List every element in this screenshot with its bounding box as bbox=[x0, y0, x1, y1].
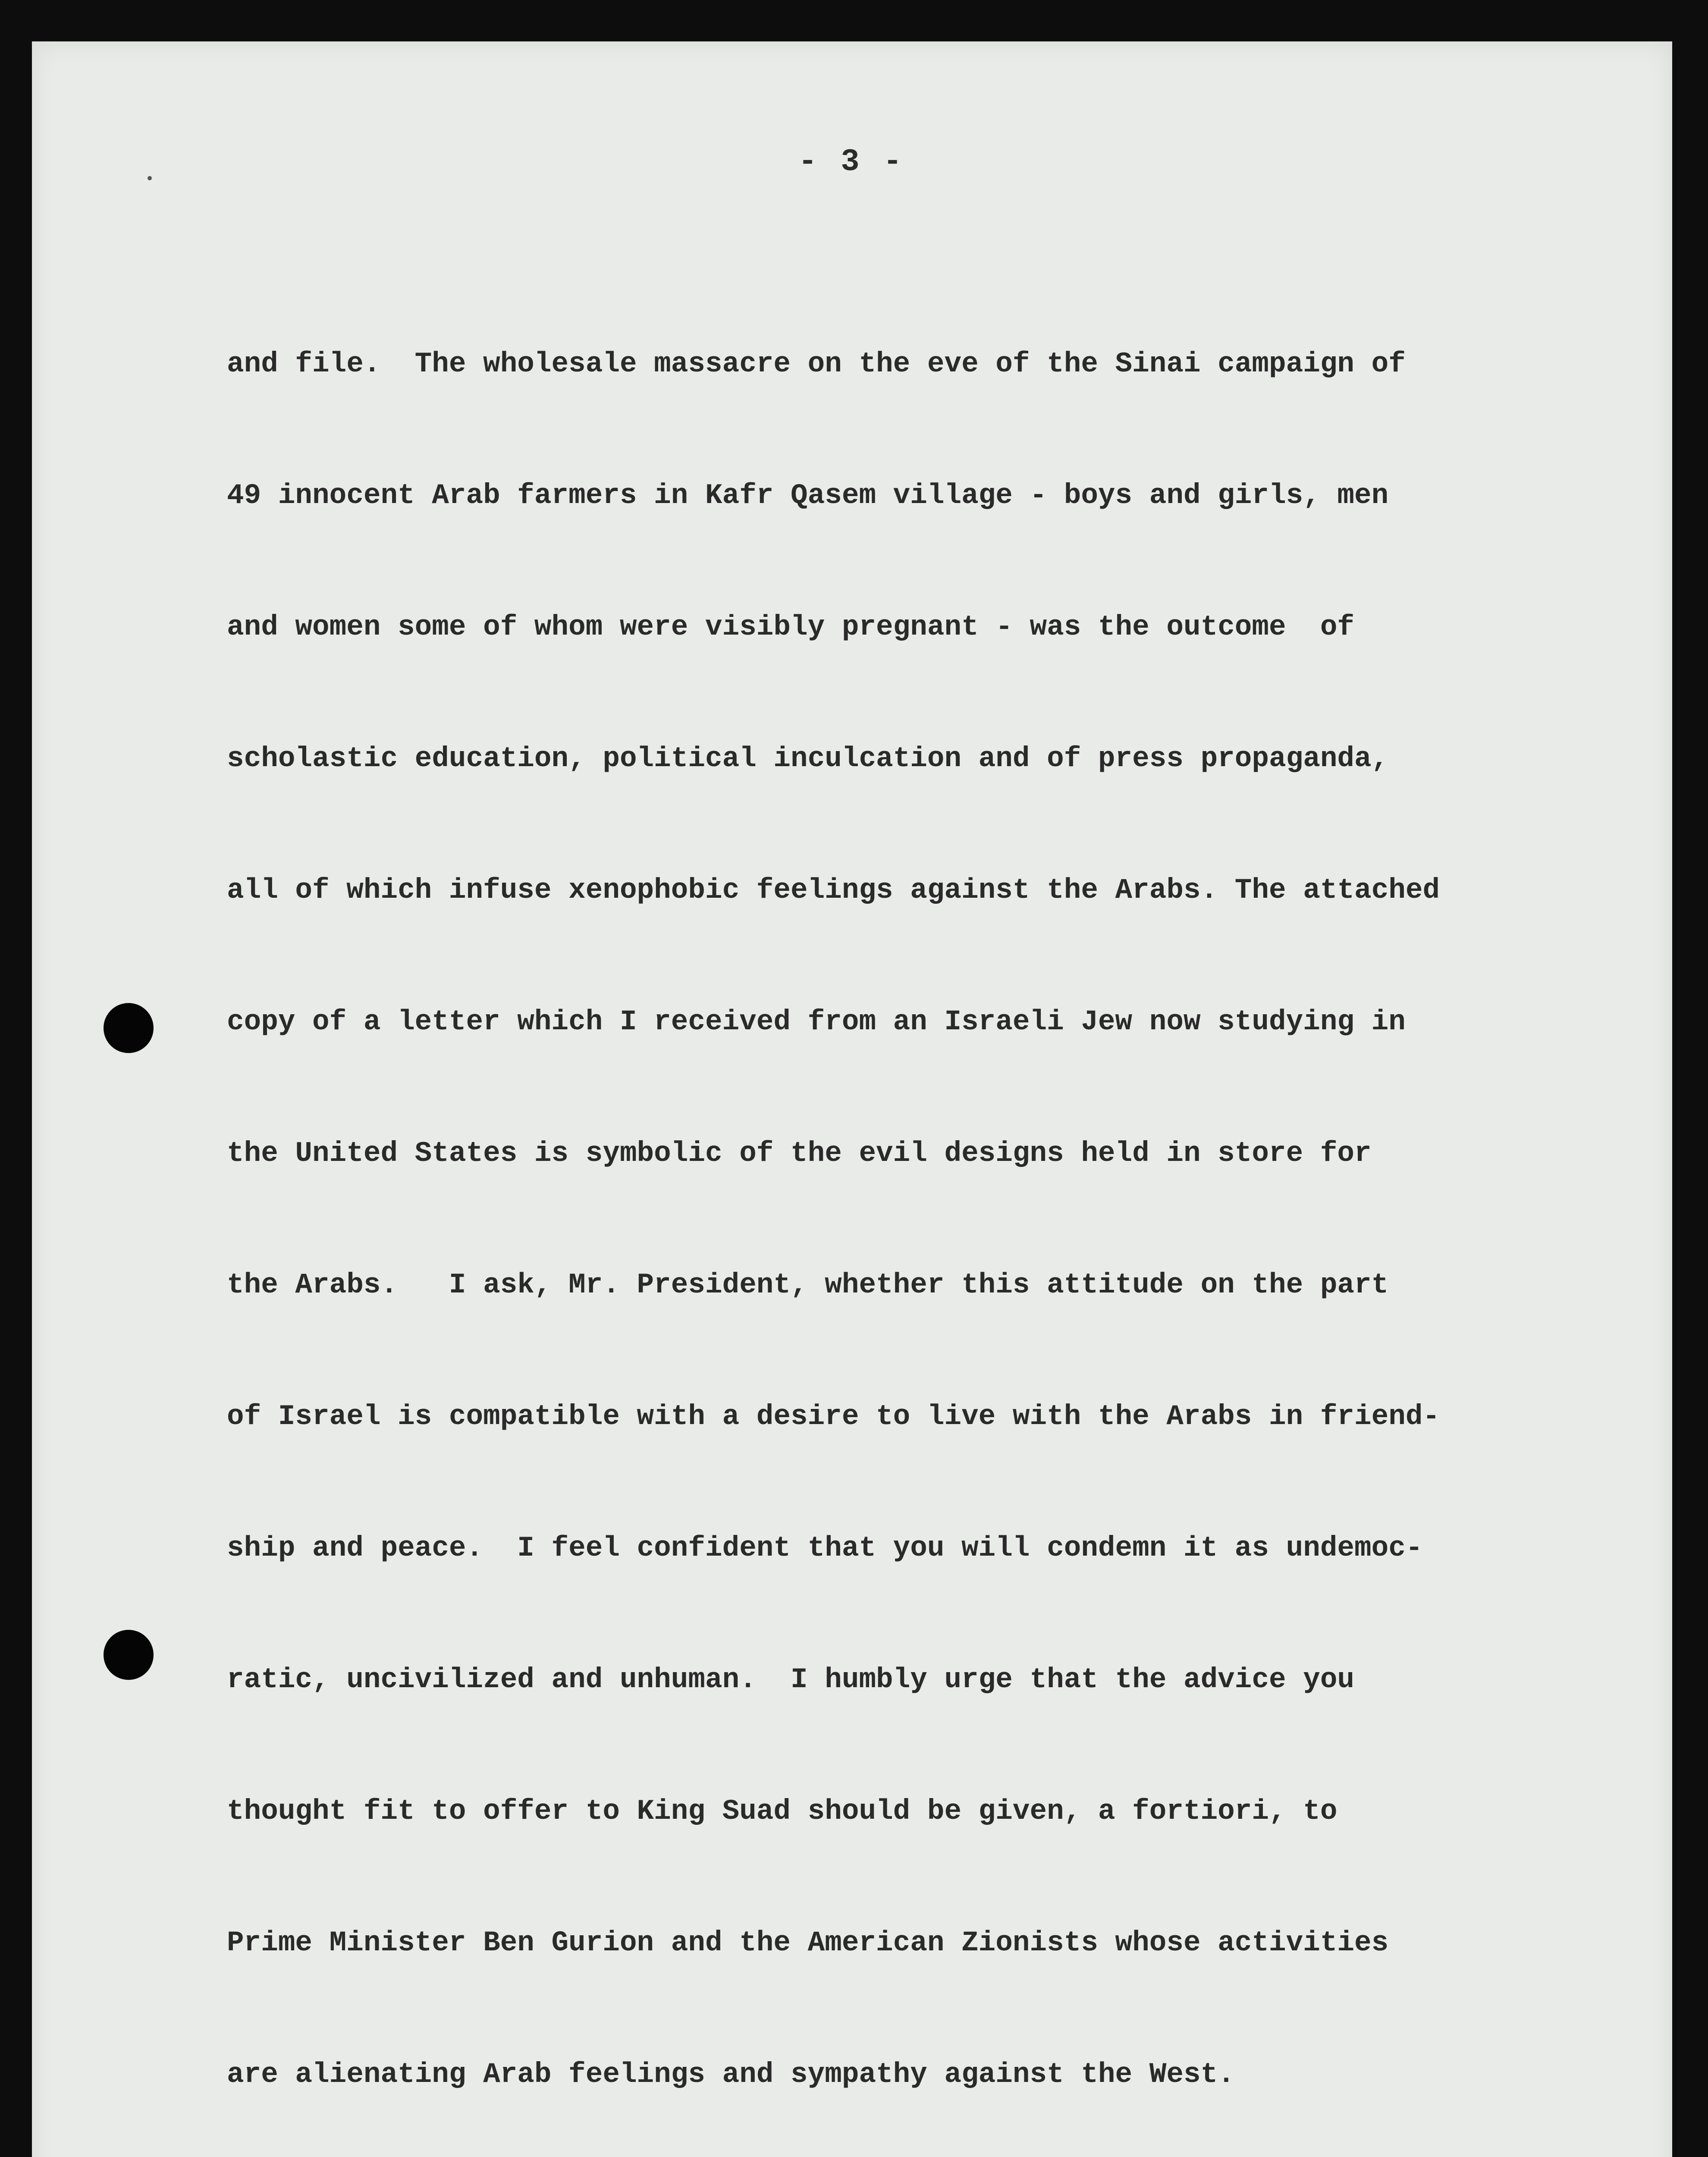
text-line: 49 innocent Arab farmers in Kafr Qasem village - boys and girls, men bbox=[227, 479, 1389, 512]
text-line: and file. The wholesale massacre on the eve of the Sinai campaign of bbox=[227, 348, 1406, 380]
letter-body bbox=[227, 266, 1672, 2157]
text-line: and women some of whom were visibly pregnant - was the outcome of bbox=[227, 611, 1355, 643]
text-line: the United States is symbolic of the evil designs held in store for bbox=[227, 1137, 1372, 1170]
text-line: of Israel is compatible with a desire to live with the Arabs in friend- bbox=[227, 1400, 1440, 1433]
text-line: Prime Minister Ben Gurion and the American Zionists whose activities bbox=[227, 1927, 1389, 1959]
page-number: - 3 - bbox=[798, 144, 905, 179]
text-line: the Arabs. I ask, Mr. President, whether this attitude on the part bbox=[227, 1269, 1389, 1301]
text-line: ship and peace. I feel confident that you will condemn it as undemoc- bbox=[227, 1532, 1423, 1564]
text-line: thought fit to offer to King Suad should be given, a fortiori, to bbox=[227, 1795, 1338, 1827]
document-page bbox=[32, 41, 1672, 2157]
punch-hole bbox=[104, 1630, 154, 1680]
text-line: scholastic education, political inculcation and of press propaganda, bbox=[227, 742, 1389, 775]
text-line: all of which infuse xenophobic feelings against the Arabs. The attached bbox=[227, 874, 1440, 906]
text-line: copy of a letter which I received from an Israeli Jew now studying in bbox=[227, 1006, 1406, 1038]
text-line: ratic, uncivilized and unhuman. I humbly urge that the advice you bbox=[227, 1663, 1355, 1696]
punch-hole bbox=[104, 1003, 154, 1053]
paper-speck bbox=[148, 176, 152, 180]
text-line: are alienating Arab feelings and sympathy against the West. bbox=[227, 2058, 1235, 2091]
